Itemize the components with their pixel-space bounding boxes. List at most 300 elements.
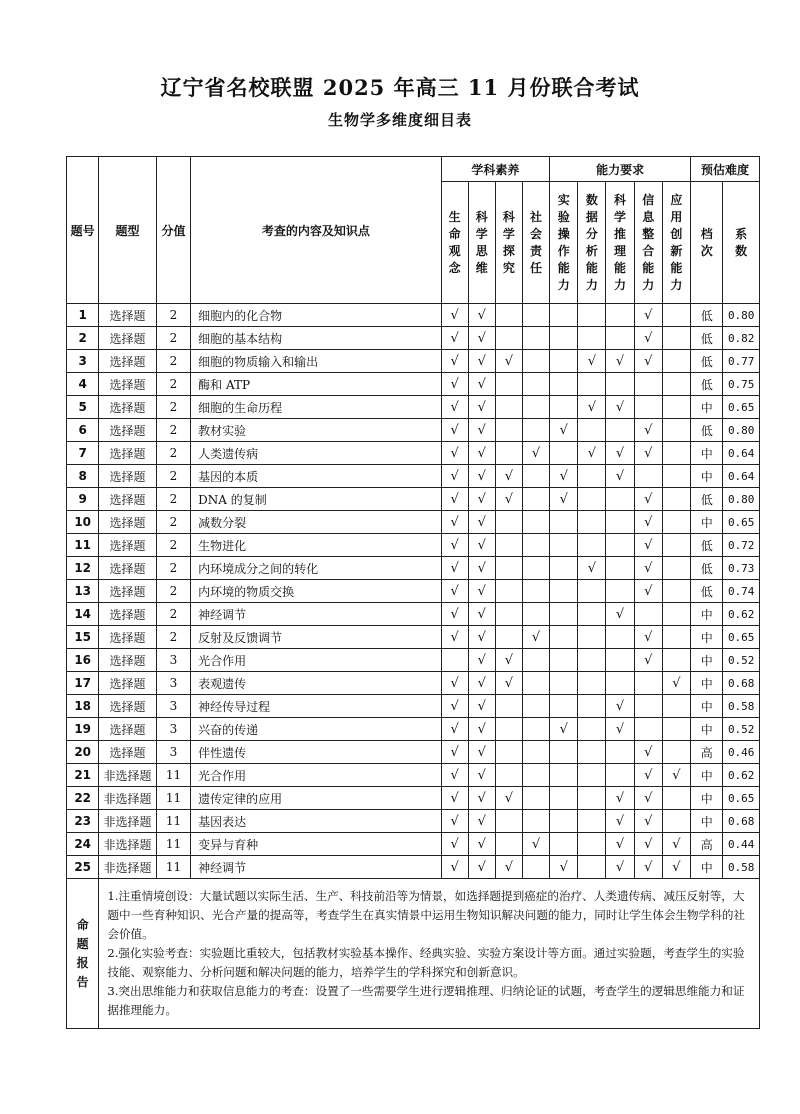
ability-check: [578, 304, 606, 327]
ability-check: [550, 350, 578, 373]
difficulty-coefficient: 0.80: [723, 419, 760, 442]
report-label: 命题报告: [67, 879, 99, 1029]
table-body: [67, 304, 760, 879]
difficulty-coefficient: 0.64: [723, 442, 760, 465]
literacy-check: √: [441, 396, 468, 419]
ability-check: [606, 741, 634, 764]
ability-check: [634, 373, 662, 396]
literacy-check: √: [468, 373, 495, 396]
ability-check: √: [606, 603, 634, 626]
question-content: 细胞内的化合物: [191, 304, 441, 327]
literacy-check: √: [468, 672, 495, 695]
ability-check: √: [606, 442, 634, 465]
ability-check: [662, 649, 690, 672]
ability-check: [606, 419, 634, 442]
question-number: 14: [67, 603, 99, 626]
literacy-check: [495, 695, 522, 718]
question-content: 神经传导过程: [191, 695, 441, 718]
ability-check: [550, 534, 578, 557]
literacy-check: √: [468, 833, 495, 856]
table-row: [67, 419, 760, 442]
literacy-check: √: [441, 534, 468, 557]
ability-check: [662, 465, 690, 488]
question-number: 1: [67, 304, 99, 327]
literacy-check: √: [468, 534, 495, 557]
literacy-check: [523, 649, 550, 672]
table-row: [67, 718, 760, 741]
col-header-literacy: 科学探究: [495, 182, 522, 304]
difficulty-level: 中: [691, 511, 723, 534]
question-content: DNA 的复制: [191, 488, 441, 511]
ability-check: [634, 465, 662, 488]
difficulty-coefficient: 0.82: [723, 327, 760, 350]
report-paragraph: 2.强化实验考查：实验题比重较大，包括教材实验基本操作、经典实验、实验方案设计等方面。通过实验题，考查学生的实验技能、观察能力、分析问题和解决问题的能力，培养学生的学科探究和创新意识。: [107, 946, 745, 979]
ability-check: √: [550, 856, 578, 879]
table-row: [67, 741, 760, 764]
question-type: 选择题: [99, 695, 156, 718]
ability-check: √: [578, 442, 606, 465]
col-header-level: 档次: [691, 182, 723, 304]
difficulty-coefficient: 0.75: [723, 373, 760, 396]
literacy-check: [495, 626, 522, 649]
difficulty-coefficient: 0.62: [723, 603, 760, 626]
literacy-check: √: [495, 856, 522, 879]
question-score: 3: [156, 718, 190, 741]
literacy-check: [523, 557, 550, 580]
ability-check: [550, 649, 578, 672]
ability-check: [606, 511, 634, 534]
col-header-content: 考查的内容及知识点: [191, 157, 441, 304]
table-row: [67, 465, 760, 488]
difficulty-level: 中: [691, 810, 723, 833]
literacy-check: [523, 810, 550, 833]
literacy-check: √: [468, 787, 495, 810]
ability-check: √: [606, 810, 634, 833]
col-group-literacy: 学科素养: [441, 157, 550, 182]
literacy-check: [523, 580, 550, 603]
specification-table: [66, 156, 760, 1029]
ability-check: √: [606, 396, 634, 419]
question-content: 表观遗传: [191, 672, 441, 695]
question-type: 选择题: [99, 350, 156, 373]
literacy-check: √: [523, 833, 550, 856]
literacy-check: [495, 442, 522, 465]
literacy-check: √: [441, 488, 468, 511]
ability-check: [662, 396, 690, 419]
question-content: 遗传定律的应用: [191, 787, 441, 810]
ability-check: [662, 557, 690, 580]
question-content: 光合作用: [191, 764, 441, 787]
question-content: 神经调节: [191, 603, 441, 626]
literacy-check: √: [468, 304, 495, 327]
question-number: 9: [67, 488, 99, 511]
report-paragraph: 3.突出思维能力和获取信息能力的考查：设置了一些需要学生进行逻辑推理、归纳论证的试题，考查学生的逻辑思维能力和证据推理能力。: [107, 984, 745, 1017]
question-content: 光合作用: [191, 649, 441, 672]
difficulty-level: 低: [691, 373, 723, 396]
col-header-ability: 数据分析能力: [578, 182, 606, 304]
table-row: [67, 672, 760, 695]
ability-check: √: [634, 488, 662, 511]
question-score: 2: [156, 488, 190, 511]
question-content: 内环境成分之间的转化: [191, 557, 441, 580]
difficulty-level: 中: [691, 649, 723, 672]
ability-check: [634, 672, 662, 695]
question-score: 2: [156, 580, 190, 603]
literacy-check: [523, 350, 550, 373]
difficulty-coefficient: 0.80: [723, 488, 760, 511]
ability-check: [550, 603, 578, 626]
question-number: 5: [67, 396, 99, 419]
question-content: 细胞的生命历程: [191, 396, 441, 419]
ability-check: [550, 741, 578, 764]
difficulty-coefficient: 0.73: [723, 557, 760, 580]
question-number: 21: [67, 764, 99, 787]
question-score: 11: [156, 764, 190, 787]
ability-check: √: [578, 350, 606, 373]
difficulty-level: 低: [691, 534, 723, 557]
question-number: 18: [67, 695, 99, 718]
ability-check: [578, 511, 606, 534]
col-header-number: 题号: [67, 157, 99, 304]
ability-check: [634, 695, 662, 718]
question-score: 2: [156, 304, 190, 327]
question-content: 基因表达: [191, 810, 441, 833]
literacy-check: √: [468, 419, 495, 442]
question-type: 非选择题: [99, 764, 156, 787]
difficulty-level: 中: [691, 718, 723, 741]
difficulty-level: 中: [691, 442, 723, 465]
question-type: 选择题: [99, 718, 156, 741]
difficulty-level: 低: [691, 327, 723, 350]
literacy-check: √: [441, 787, 468, 810]
literacy-check: [523, 304, 550, 327]
literacy-check: [523, 741, 550, 764]
question-type: 选择题: [99, 465, 156, 488]
difficulty-level: 低: [691, 350, 723, 373]
ability-check: [662, 580, 690, 603]
literacy-check: [495, 534, 522, 557]
literacy-check: √: [441, 718, 468, 741]
difficulty-level: 中: [691, 396, 723, 419]
table-row: [67, 626, 760, 649]
literacy-check: √: [523, 626, 550, 649]
ability-check: √: [550, 419, 578, 442]
literacy-check: √: [468, 488, 495, 511]
difficulty-level: 中: [691, 695, 723, 718]
ability-check: [662, 304, 690, 327]
literacy-check: √: [441, 741, 468, 764]
ability-check: [606, 327, 634, 350]
ability-check: [578, 787, 606, 810]
literacy-check: √: [441, 373, 468, 396]
question-score: 2: [156, 350, 190, 373]
question-score: 2: [156, 534, 190, 557]
literacy-check: [495, 718, 522, 741]
ability-check: [578, 373, 606, 396]
literacy-check: √: [441, 580, 468, 603]
ability-check: [550, 764, 578, 787]
ability-check: √: [606, 787, 634, 810]
question-score: 2: [156, 603, 190, 626]
question-number: 15: [67, 626, 99, 649]
literacy-check: √: [495, 465, 522, 488]
difficulty-level: 中: [691, 764, 723, 787]
ability-check: [550, 396, 578, 419]
ability-check: √: [634, 787, 662, 810]
difficulty-level: 低: [691, 557, 723, 580]
col-header-ability: 科学推理能力: [606, 182, 634, 304]
literacy-check: √: [468, 741, 495, 764]
col-header-type: 题型: [99, 157, 156, 304]
question-number: 6: [67, 419, 99, 442]
ability-check: √: [550, 465, 578, 488]
literacy-check: √: [468, 442, 495, 465]
ability-check: [634, 603, 662, 626]
ability-check: [606, 534, 634, 557]
ability-check: [578, 465, 606, 488]
question-type: 非选择题: [99, 810, 156, 833]
difficulty-coefficient: 0.74: [723, 580, 760, 603]
question-content: 教材实验: [191, 419, 441, 442]
ability-check: √: [634, 350, 662, 373]
ability-check: [634, 396, 662, 419]
difficulty-level: 高: [691, 741, 723, 764]
difficulty-coefficient: 0.58: [723, 856, 760, 879]
col-header-literacy: 科学思维: [468, 182, 495, 304]
ability-check: [662, 695, 690, 718]
difficulty-level: 中: [691, 672, 723, 695]
question-number: 22: [67, 787, 99, 810]
ability-check: [550, 442, 578, 465]
ability-check: [662, 718, 690, 741]
question-number: 23: [67, 810, 99, 833]
ability-check: [578, 327, 606, 350]
literacy-check: [523, 419, 550, 442]
ability-check: [578, 810, 606, 833]
difficulty-coefficient: 0.65: [723, 396, 760, 419]
question-number: 10: [67, 511, 99, 534]
ability-check: [606, 580, 634, 603]
literacy-check: [495, 419, 522, 442]
col-header-literacy: 生命观念: [441, 182, 468, 304]
question-type: 选择题: [99, 327, 156, 350]
table-row: [67, 511, 760, 534]
ability-check: [662, 741, 690, 764]
literacy-check: √: [441, 810, 468, 833]
ability-check: [550, 304, 578, 327]
question-type: 选择题: [99, 373, 156, 396]
literacy-check: √: [468, 810, 495, 833]
ability-check: [662, 511, 690, 534]
document-subtitle: 生物学多维度细目表: [327, 111, 472, 129]
ability-check: [550, 373, 578, 396]
table-row: [67, 373, 760, 396]
question-score: 2: [156, 557, 190, 580]
literacy-check: √: [468, 626, 495, 649]
question-score: 11: [156, 810, 190, 833]
ability-check: √: [634, 442, 662, 465]
literacy-check: [495, 327, 522, 350]
ability-check: [578, 856, 606, 879]
table-row: [67, 764, 760, 787]
col-group-difficulty: 预估难度: [691, 157, 760, 182]
question-score: 2: [156, 465, 190, 488]
report-paragraph: 1.注重情境创设：大量试题以实际生活、生产、科技前沿等为情景，如选择题提到癌症的治疗、人类遗传病、减压反射等，大题中一些育种知识、光合产量的提高等，考查学生在真实情景中运用生物知识解决问题的能力，同时让学生体会生物学科的社会价值。: [107, 889, 746, 941]
literacy-check: √: [495, 787, 522, 810]
question-score: 2: [156, 327, 190, 350]
difficulty-coefficient: 0.64: [723, 465, 760, 488]
literacy-check: √: [523, 442, 550, 465]
col-header-ability: 信息整合能力: [634, 182, 662, 304]
ability-check: √: [662, 833, 690, 856]
question-type: 选择题: [99, 603, 156, 626]
col-header-ability: 实验操作能力: [550, 182, 578, 304]
difficulty-coefficient: 0.52: [723, 649, 760, 672]
ability-check: √: [634, 741, 662, 764]
question-content: 反射及反馈调节: [191, 626, 441, 649]
question-type: 选择题: [99, 304, 156, 327]
ability-check: [662, 442, 690, 465]
literacy-check: √: [495, 672, 522, 695]
document-title: 辽宁省名校联盟 2025 年高三 11 月份联合考试: [160, 75, 640, 100]
ability-check: [550, 626, 578, 649]
difficulty-level: 高: [691, 833, 723, 856]
ability-check: [662, 373, 690, 396]
ability-check: √: [550, 718, 578, 741]
literacy-check: [523, 465, 550, 488]
question-content: 生物进化: [191, 534, 441, 557]
literacy-check: [495, 396, 522, 419]
ability-check: [662, 626, 690, 649]
ability-check: [662, 787, 690, 810]
difficulty-level: 低: [691, 580, 723, 603]
question-number: 11: [67, 534, 99, 557]
ability-check: √: [578, 557, 606, 580]
literacy-check: √: [441, 856, 468, 879]
difficulty-coefficient: 0.68: [723, 810, 760, 833]
ability-check: [606, 304, 634, 327]
literacy-check: [495, 304, 522, 327]
ability-check: √: [606, 465, 634, 488]
difficulty-coefficient: 0.46: [723, 741, 760, 764]
literacy-check: [523, 695, 550, 718]
difficulty-coefficient: 0.62: [723, 764, 760, 787]
ability-check: √: [634, 833, 662, 856]
ability-check: [578, 741, 606, 764]
difficulty-coefficient: 0.44: [723, 833, 760, 856]
literacy-check: √: [441, 465, 468, 488]
literacy-check: √: [441, 603, 468, 626]
question-score: 2: [156, 373, 190, 396]
difficulty-level: 低: [691, 419, 723, 442]
table-row: [67, 810, 760, 833]
table-row: [67, 649, 760, 672]
ability-check: [578, 649, 606, 672]
question-content: 内环境的物质交换: [191, 580, 441, 603]
ability-check: √: [634, 580, 662, 603]
literacy-check: √: [441, 419, 468, 442]
literacy-check: [495, 741, 522, 764]
ability-check: [662, 810, 690, 833]
literacy-check: √: [468, 856, 495, 879]
question-type: 选择题: [99, 580, 156, 603]
question-number: 13: [67, 580, 99, 603]
difficulty-coefficient: 0.52: [723, 718, 760, 741]
ability-check: √: [634, 649, 662, 672]
ability-check: [606, 373, 634, 396]
question-number: 17: [67, 672, 99, 695]
difficulty-coefficient: 0.68: [723, 672, 760, 695]
literacy-check: [495, 764, 522, 787]
question-type: 选择题: [99, 557, 156, 580]
ability-check: [550, 327, 578, 350]
question-number: 8: [67, 465, 99, 488]
difficulty-coefficient: 0.65: [723, 511, 760, 534]
ability-check: √: [606, 833, 634, 856]
ability-check: [578, 419, 606, 442]
literacy-check: √: [468, 695, 495, 718]
literacy-check: √: [441, 764, 468, 787]
ability-check: [606, 672, 634, 695]
ability-check: [662, 488, 690, 511]
ability-check: √: [634, 557, 662, 580]
question-type: 选择题: [99, 419, 156, 442]
literacy-check: √: [468, 511, 495, 534]
question-type: 选择题: [99, 741, 156, 764]
literacy-check: [523, 327, 550, 350]
difficulty-level: 低: [691, 488, 723, 511]
question-number: 19: [67, 718, 99, 741]
literacy-check: √: [495, 649, 522, 672]
literacy-check: [495, 603, 522, 626]
question-number: 25: [67, 856, 99, 879]
ability-check: [578, 695, 606, 718]
ability-check: √: [662, 672, 690, 695]
ability-check: [606, 626, 634, 649]
literacy-check: √: [468, 557, 495, 580]
literacy-check: [523, 396, 550, 419]
literacy-check: √: [441, 695, 468, 718]
difficulty-level: 中: [691, 856, 723, 879]
ability-check: √: [662, 856, 690, 879]
literacy-check: [523, 511, 550, 534]
ability-check: √: [634, 534, 662, 557]
question-content: 变异与育种: [191, 833, 441, 856]
literacy-check: √: [441, 304, 468, 327]
ability-check: √: [550, 488, 578, 511]
ability-check: [578, 488, 606, 511]
table-row: [67, 695, 760, 718]
ability-check: √: [662, 764, 690, 787]
table-row: [67, 787, 760, 810]
literacy-check: √: [468, 327, 495, 350]
literacy-check: √: [441, 557, 468, 580]
literacy-check: [523, 603, 550, 626]
ability-check: [634, 718, 662, 741]
ability-check: [578, 718, 606, 741]
ability-check: [662, 327, 690, 350]
ability-check: [606, 488, 634, 511]
literacy-check: [523, 488, 550, 511]
ability-check: [550, 580, 578, 603]
question-content: 神经调节: [191, 856, 441, 879]
table-row: [67, 557, 760, 580]
ability-check: [578, 833, 606, 856]
question-type: 选择题: [99, 672, 156, 695]
question-score: 2: [156, 419, 190, 442]
table-row: [67, 304, 760, 327]
difficulty-coefficient: 0.80: [723, 304, 760, 327]
